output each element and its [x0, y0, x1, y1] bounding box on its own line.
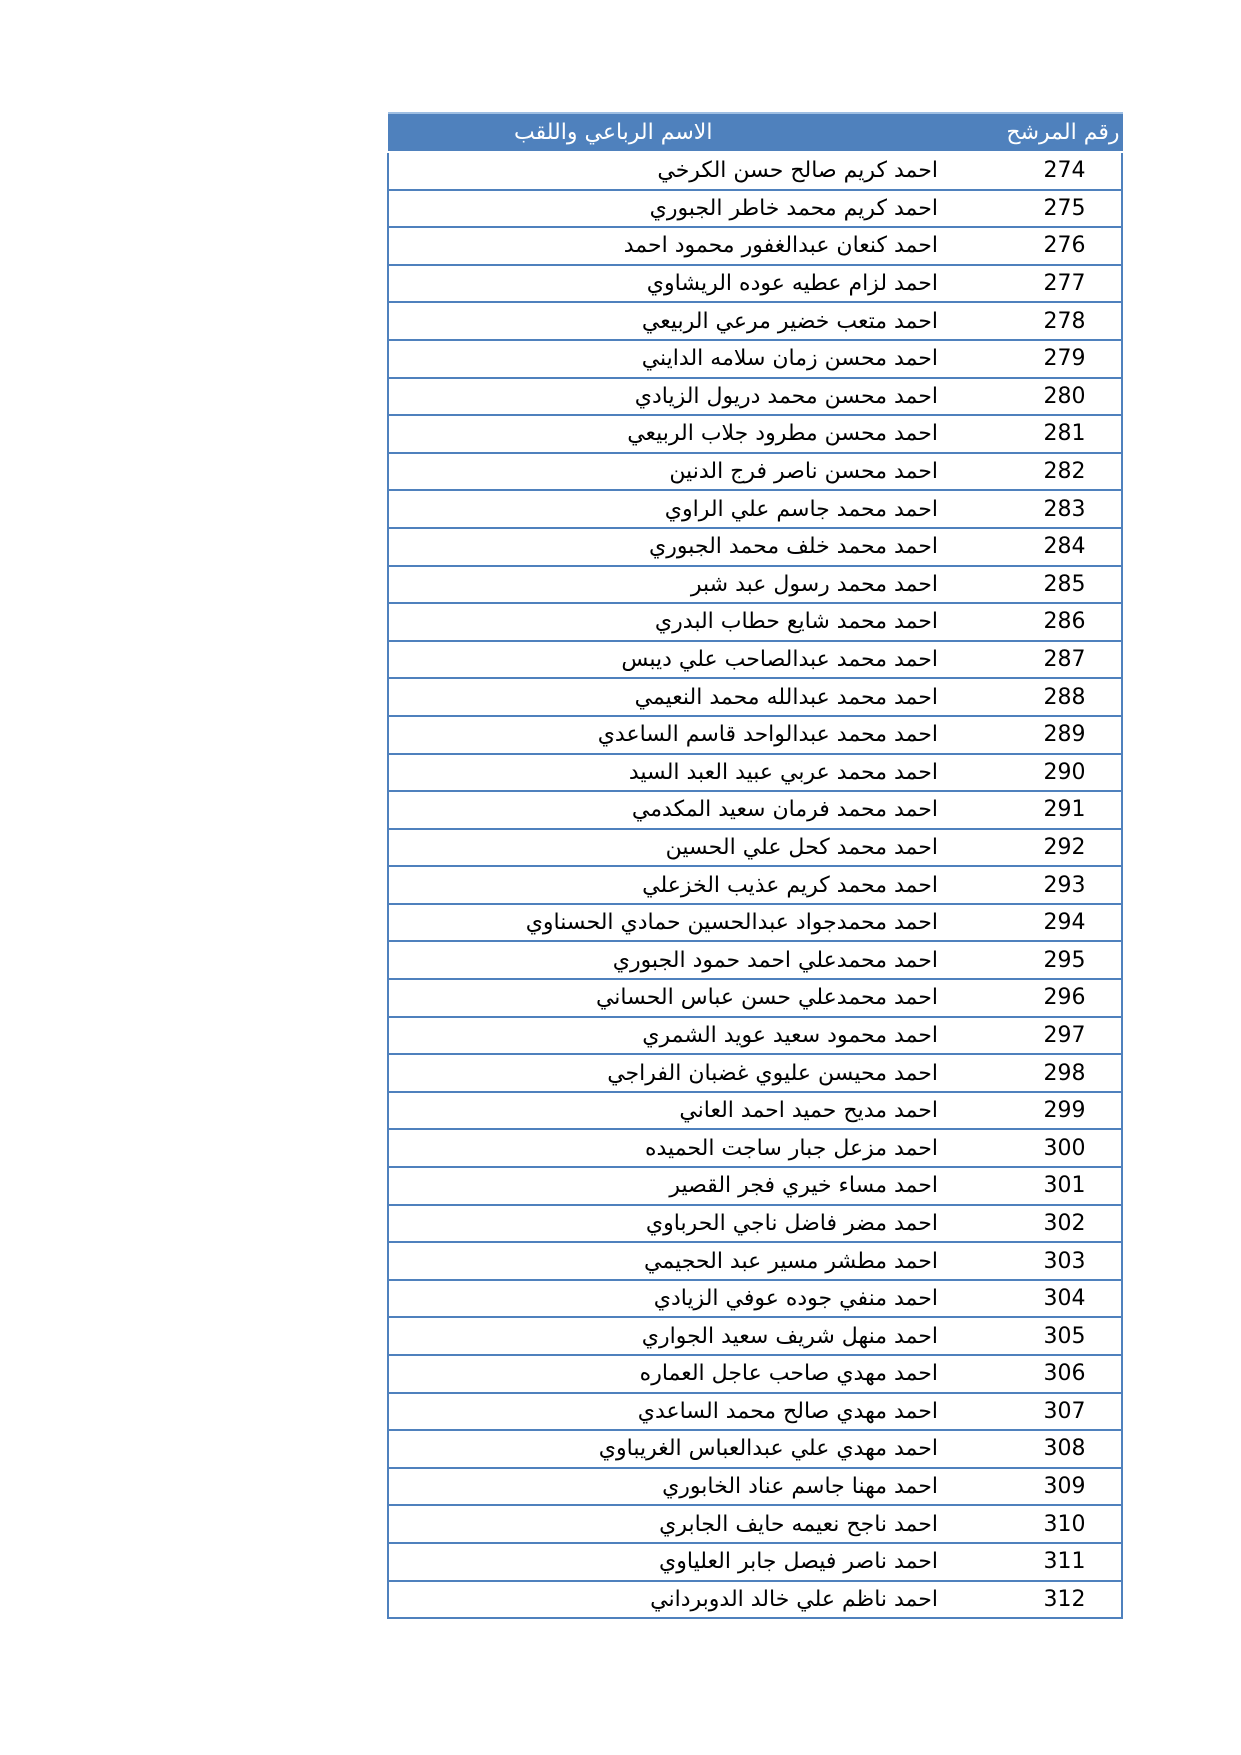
candidate-number: 282 [968, 453, 1122, 491]
header-row [388, 113, 1122, 152]
table-row [388, 641, 1122, 679]
header-candidate-number: رقم المرشح [968, 113, 1122, 152]
table-row [388, 415, 1122, 453]
candidate-name: احمد محمد خلف محمد الجبوري [388, 528, 968, 566]
candidate-number: 284 [968, 528, 1122, 566]
table-row [388, 1581, 1122, 1619]
candidate-name: احمد محسن مطرود جلاب الربيعي [388, 415, 968, 453]
candidate-name: احمد محمد كريم عذيب الخزعلي [388, 866, 968, 904]
table-row [388, 1505, 1122, 1543]
candidate-number: 296 [968, 979, 1122, 1017]
candidate-name: احمد مديح حميد احمد العاني [388, 1092, 968, 1130]
candidate-rows [388, 152, 1122, 1618]
candidate-number: 283 [968, 490, 1122, 528]
table-row [388, 866, 1122, 904]
candidate-name: احمد متعب خضير مرعي الربيعي [388, 302, 968, 340]
table-row [388, 1054, 1122, 1092]
candidate-name: احمد محمد كحل علي الحسين [388, 829, 968, 867]
candidate-number: 278 [968, 302, 1122, 340]
candidate-name: احمد محسن زمان سلامه الدايني [388, 340, 968, 378]
candidate-name: احمد مطشر مسير عبد الحجيمي [388, 1242, 968, 1280]
table-row [388, 1242, 1122, 1280]
table-row [388, 603, 1122, 641]
candidate-number: 281 [968, 415, 1122, 453]
candidate-number: 280 [968, 378, 1122, 416]
table-row [388, 340, 1122, 378]
candidate-number: 285 [968, 566, 1122, 604]
candidate-number: 297 [968, 1017, 1122, 1055]
table-row [388, 754, 1122, 792]
candidate-name: احمد محمدجواد عبدالحسين حمادي الحسناوي [388, 904, 968, 942]
candidate-name: احمد محمد شايع حطاب البدري [388, 603, 968, 641]
table-row [388, 829, 1122, 867]
candidate-number: 274 [968, 152, 1122, 190]
candidate-name: احمد محمود سعيد عويد الشمري [388, 1017, 968, 1055]
candidate-name: احمد منهل شريف سعيد الجواري [388, 1317, 968, 1355]
candidate-name: احمد كريم محمد خاطر الجبوري [388, 190, 968, 228]
candidate-number: 287 [968, 641, 1122, 679]
candidate-number: 279 [968, 340, 1122, 378]
table-row [388, 1355, 1122, 1393]
candidate-name: احمد مضر فاضل ناجي الحرباوي [388, 1205, 968, 1243]
candidate-name: احمد مساء خيري فجر القصير [388, 1167, 968, 1205]
candidate-number: 309 [968, 1468, 1122, 1506]
candidate-number: 304 [968, 1280, 1122, 1318]
table-row [388, 1393, 1122, 1431]
candidate-number: 302 [968, 1205, 1122, 1243]
candidate-name: احمد محمد رسول عبد شبر [388, 566, 968, 604]
table-row [388, 378, 1122, 416]
header-full-name: الاسم الرباعي واللقب [388, 113, 968, 152]
candidate-number: 295 [968, 941, 1122, 979]
candidate-number: 303 [968, 1242, 1122, 1280]
candidate-list-sheet [387, 112, 1121, 1619]
candidate-name: احمد مهدي علي عبدالعباس الغريباوي [388, 1430, 968, 1468]
candidate-number: 301 [968, 1167, 1122, 1205]
candidate-number: 291 [968, 791, 1122, 829]
candidate-name: احمد محمد عبدالصاحب علي ديبس [388, 641, 968, 679]
candidate-number: 310 [968, 1505, 1122, 1543]
table-row [388, 979, 1122, 1017]
table-row [388, 941, 1122, 979]
candidate-number: 293 [968, 866, 1122, 904]
candidate-name: احمد محمد عبدالواحد قاسم الساعدي [388, 716, 968, 754]
candidate-name: احمد محمد عبدالله محمد النعيمي [388, 678, 968, 716]
table-row [388, 1543, 1122, 1581]
table-row [388, 791, 1122, 829]
candidate-name: احمد لزام عطيه عوده الريشاوي [388, 265, 968, 303]
candidate-name: احمد ناظم علي خالد الدوبرداني [388, 1581, 968, 1619]
table-row [388, 1205, 1122, 1243]
candidate-name: احمد محسن محمد دريول الزيادي [388, 378, 968, 416]
table-row [388, 227, 1122, 265]
candidate-number: 312 [968, 1581, 1122, 1619]
candidate-name: احمد ناجح نعيمه حايف الجابري [388, 1505, 968, 1543]
table-row [388, 302, 1122, 340]
candidate-name: احمد محمد عربي عبيد العبد السيد [388, 754, 968, 792]
candidate-name: احمد منفي جوده عوفي الزيادي [388, 1280, 968, 1318]
candidate-name: احمد محمد فرمان سعيد المكدمي [388, 791, 968, 829]
candidate-name: احمد محسن ناصر فرج الدنين [388, 453, 968, 491]
candidate-number: 299 [968, 1092, 1122, 1130]
candidate-name: احمد كريم صالح حسن الكرخي [388, 152, 968, 190]
table-row [388, 190, 1122, 228]
candidate-number: 290 [968, 754, 1122, 792]
table-row [388, 265, 1122, 303]
table-row [388, 716, 1122, 754]
candidate-name: احمد مهدي صالح محمد الساعدي [388, 1393, 968, 1431]
candidate-name: احمد محيسن عليوي غضبان الفراجي [388, 1054, 968, 1092]
candidate-number: 289 [968, 716, 1122, 754]
candidate-number: 292 [968, 829, 1122, 867]
candidate-number: 311 [968, 1543, 1122, 1581]
candidate-number: 308 [968, 1430, 1122, 1468]
table-row [388, 904, 1122, 942]
table-row [388, 152, 1122, 190]
table-row [388, 1280, 1122, 1318]
table-row [388, 1092, 1122, 1130]
candidate-number: 288 [968, 678, 1122, 716]
candidate-name: احمد مزعل جبار ساجت الحميده [388, 1129, 968, 1167]
candidate-name: احمد كنعان عبدالغفور محمود احمد [388, 227, 968, 265]
candidate-number: 275 [968, 190, 1122, 228]
candidate-name: احمد مهنا جاسم عناد الخابوري [388, 1468, 968, 1506]
table-row [388, 490, 1122, 528]
candidate-name: احمد ناصر فيصل جابر العلياوي [388, 1543, 968, 1581]
table-row [388, 1017, 1122, 1055]
candidate-name: احمد محمدعلي احمد حمود الجبوري [388, 941, 968, 979]
candidate-number: 276 [968, 227, 1122, 265]
candidate-number: 300 [968, 1129, 1122, 1167]
table-row [388, 1430, 1122, 1468]
candidate-number: 306 [968, 1355, 1122, 1393]
candidate-number: 286 [968, 603, 1122, 641]
candidate-number: 307 [968, 1393, 1122, 1431]
table-row [388, 1317, 1122, 1355]
candidate-number: 298 [968, 1054, 1122, 1092]
candidate-number: 294 [968, 904, 1122, 942]
candidate-name: احمد محمدعلي حسن عباس الحساني [388, 979, 968, 1017]
candidate-number: 305 [968, 1317, 1122, 1355]
candidate-name: احمد محمد جاسم علي الراوي [388, 490, 968, 528]
table-row [388, 1468, 1122, 1506]
table-row [388, 1167, 1122, 1205]
candidate-table [387, 112, 1123, 1619]
table-row [388, 678, 1122, 716]
table-row [388, 528, 1122, 566]
candidate-name: احمد مهدي صاحب عاجل العماره [388, 1355, 968, 1393]
candidate-number: 277 [968, 265, 1122, 303]
table-row [388, 1129, 1122, 1167]
table-row [388, 566, 1122, 604]
table-row [388, 453, 1122, 491]
